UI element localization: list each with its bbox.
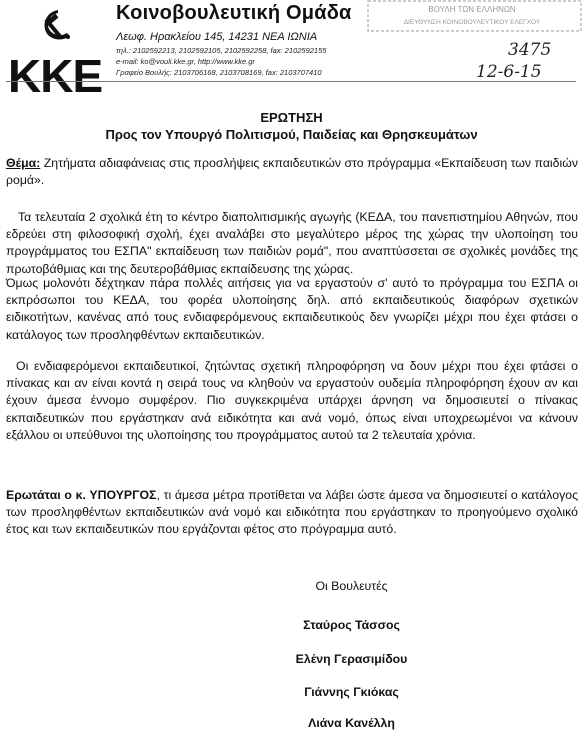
stamp-line-1: ΒΟΥΛΗ ΤΩΝ ΕΛΛΗΝΩΝ <box>428 5 516 14</box>
signatory-name: Λιάνα Κανέλλη <box>308 716 395 730</box>
handwritten-number: 3475 <box>508 40 552 60</box>
recipient-line: Προς τον Υπουργό Πολιτισμού, Παιδείας και Θρησκευμάτων <box>105 127 478 142</box>
question-paragraph <box>6 487 578 539</box>
header-divider <box>6 81 576 82</box>
signatory-name: Σταύρος Τάσσος <box>303 618 400 632</box>
hammer-sickle-icon <box>44 10 70 39</box>
subject-label: Θέμα: <box>6 156 41 170</box>
paragraph-1: Τα τελευταία 2 σχολικά έτη το κέντρο διαπολιτισμικής αγωγής (ΚΕΔΑ, του πανεπιστημίου Αθηνών, που εδρεύει στη φιλοσοφική σχολή, έχει αναλάβει στο μεγαλύτερο μέρος της χώρας την υλοποίηση του προγράμματος του ΕΣΠΑ" εκπαίδευση των παιδιών ρομά", που αναπτύσσεται σε σχολικές μονάδες της πρωτοβάθμιας και της δευτεροβάθμιας εκπαίδευσης της χώρας. <box>6 210 578 276</box>
document-title: ΕΡΩΤΗΣΗ <box>260 110 323 125</box>
logo-text: KKE <box>8 50 103 96</box>
paragraph-2: Όμως μολονότι δέχτηκαν πάρα πολλές αιτήσεις για να εργαστούν σ' αυτό το πρόγραμμα του ΕΣΠΑ οι εκπρόσωποι του ΚΕΔΑ, του φορέα υλοποίησης δηλ. από εκπαιδευτικούς διαφόρων σχετικών ειδικοτήτων, κανένας από τους ενδιαφερόμενους εκπαιδευτικούς δεν γνωρίζει μέχρι που έχει φτάσει ο κατάλογος των προσληφθέντων εκπαιδευτικών. <box>6 276 578 342</box>
signatory-name: Ελένη Γερασιμίδου <box>295 652 408 666</box>
party-group-heading: Κοινοβουλευτική Ομάδα <box>116 2 352 24</box>
signatures-heading: Οι Βουλευτές <box>315 579 388 593</box>
phones-line: τηλ.: 2102592213, 2102592105, 2102592258, fax: 2102592155 <box>116 46 327 55</box>
kke-logo <box>6 6 108 96</box>
stamp-line-2: ΔΙΕΥΘΥΝΣΗ ΚΟΙΝΟΒΟΥΛΕΥΤΙΚΟΥ ΕΛΕΓΧΟΥ <box>403 19 541 26</box>
signatory-name: Γιάννης Γκιόκας <box>304 685 399 699</box>
question-label: Ερωτάται ο κ. ΥΠΟΥΡΓΟΣ <box>6 488 157 502</box>
address-line: Λεωφ. Ηρακλείου 145, 14231 ΝΕΑ ΙΩΝΙΑ <box>116 31 318 43</box>
email-web-line: e-mail: ko@vouli.kke.gr, http://www.kke.gr <box>116 57 255 66</box>
receipt-stamp <box>360 0 583 32</box>
subject-paragraph <box>6 155 578 189</box>
office-line: Γραφείο Βουλής: 2103706168, 2103708169, fax: 2103707410 <box>116 68 322 77</box>
question-text: , τι άμεσα μέτρα προτίθεται να λάβει ώστε άμεσα να δημοσιευτεί ο κατάλογος των προσληφθέντων εκπαιδευτικών ανά νομό και ειδικότητα που εργάστηκαν το προηγούμενο σχολικό έτος και των εκπαιδευτικών που εργάζονται φέτος στο πρόγραμμα αυτό. <box>6 488 578 537</box>
handwritten-date: 12-6-15 <box>476 62 542 82</box>
paragraph-3: Οι ενδιαφερόμενοι εκπαιδευτικοί, ζητώντας σχετική πληροφόρηση να δουν μέχρι που έχει φτάσει ο πίνακας και αν είναι κοντά η σειρά τους να κληθούν να εργαστούν ουδεμία πληροφόρηση έχουν αν και έχουν άμεσα έννομο συμφέρον. Πιο συγκεκριμένα υπάρχει άρνηση να δημοσιευτεί ο πίνακας εκπαιδευτικών που εργάστηκαν ανά ειδικότητα και ανά νομό, όπως είναι υποχρεωμένοι να κάνουν εξάλλου οι υπεύθυνοι της υλοποίησης του προγράμματος αυτού τα 2 τελευταία χρόνια. <box>6 359 578 442</box>
subject-text: Ζητήματα αδιαφάνειας στις προσλήψεις εκπαιδευτικών στο πρόγραμμα «Εκπαίδευση των παιδιών ρομά». <box>6 156 578 188</box>
